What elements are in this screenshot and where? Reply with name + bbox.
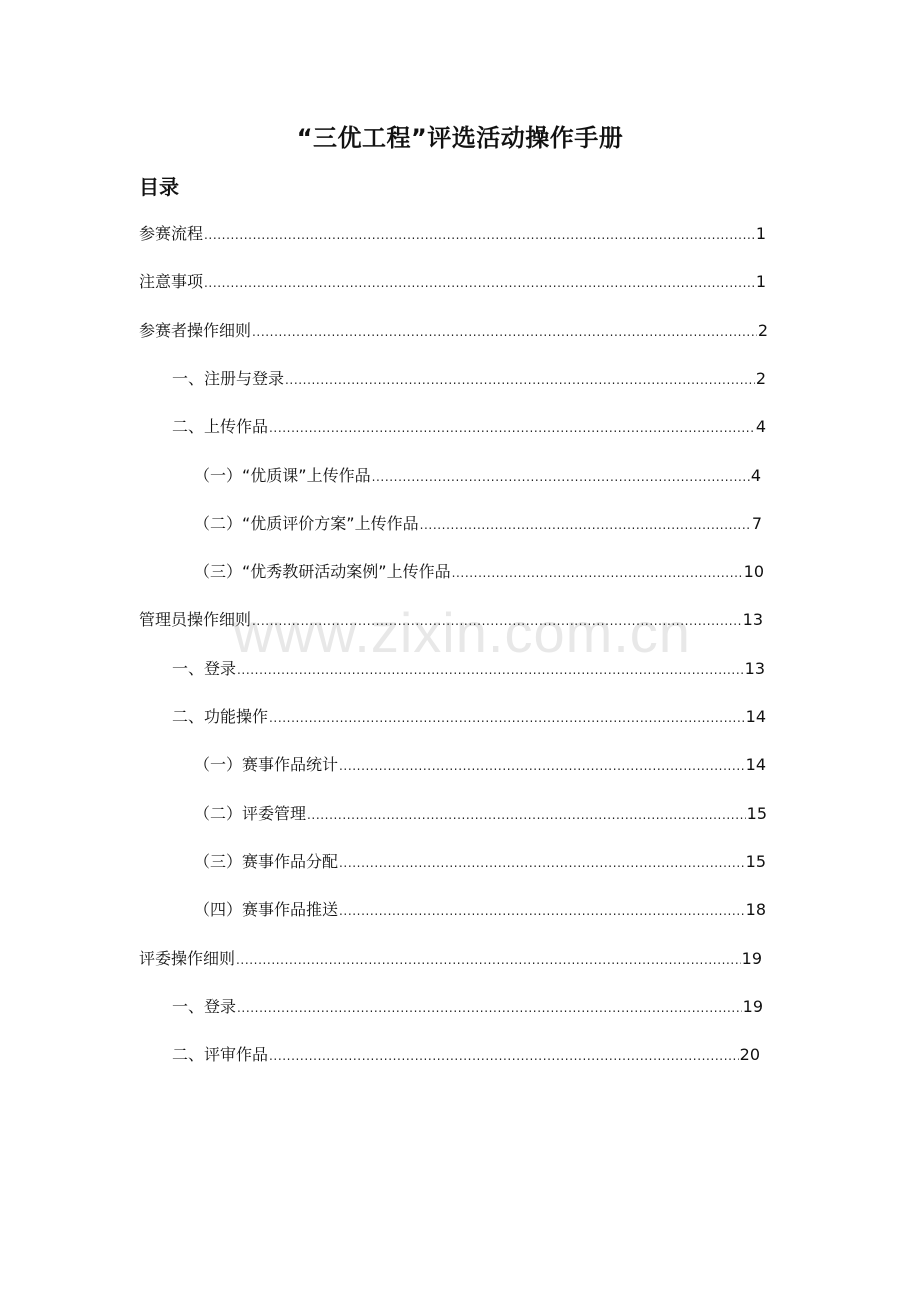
toc-entry-page-number: 15 — [746, 804, 767, 823]
toc-entry-label: （一）“优质课”上传作品 — [194, 466, 371, 485]
toc-dot-leader — [420, 512, 751, 538]
toc-entry[interactable] — [139, 318, 768, 344]
toc-entry-label: （一）赛事作品统计 — [194, 755, 339, 774]
toc-entry-page-number: 1 — [755, 224, 766, 243]
toc-dot-leader — [339, 898, 745, 924]
toc-entry-page-number: 20 — [739, 1045, 760, 1064]
toc-entry-page-number: 15 — [745, 852, 766, 871]
toc-dot-leader — [204, 270, 755, 296]
toc-dot-leader — [285, 367, 755, 393]
toc-entry-page-number: 13 — [742, 610, 763, 629]
toc-entry[interactable] — [172, 414, 766, 440]
toc-entry-label: （四）赛事作品推送 — [194, 900, 339, 919]
toc-entry-page-number: 4 — [755, 417, 766, 436]
toc-entry[interactable] — [194, 849, 766, 875]
toc-dot-leader — [452, 560, 743, 586]
toc-entry[interactable] — [172, 704, 766, 730]
toc-dot-leader — [236, 947, 741, 973]
toc-dot-leader — [204, 222, 755, 248]
toc-entry-page-number: 7 — [751, 514, 762, 533]
toc-entry-label: 二、上传作品 — [172, 417, 269, 436]
toc-entry[interactable] — [139, 269, 766, 295]
toc-dot-leader — [269, 705, 745, 731]
toc-entry[interactable] — [172, 656, 765, 682]
toc-dot-leader — [269, 415, 755, 441]
toc-entry-page-number: 1 — [755, 272, 766, 291]
toc-dot-leader — [372, 464, 750, 490]
toc-entry-label: 管理员操作细则 — [139, 610, 252, 629]
toc-entry[interactable] — [194, 801, 767, 827]
toc-entry-page-number: 10 — [743, 562, 764, 581]
toc-entry-label: 一、登录 — [172, 659, 237, 678]
toc-entry-label: （二）“优质评价方案”上传作品 — [194, 514, 419, 533]
toc-entry-label: 参赛流程 — [139, 224, 204, 243]
toc-entry-page-number: 18 — [745, 900, 766, 919]
document-title: “三优工程”评选活动操作手册 — [296, 124, 624, 152]
toc-entry-label: 注意事项 — [139, 272, 204, 291]
toc-dot-leader — [269, 1043, 739, 1069]
toc-dot-leader — [237, 657, 744, 683]
toc-dot-leader — [339, 753, 745, 779]
toc-entry-label: （三）“优秀教研活动案例”上传作品 — [194, 562, 451, 581]
toc-entry-label: 评委操作细则 — [139, 949, 236, 968]
toc-entry[interactable] — [194, 463, 761, 489]
toc-entry-page-number: 4 — [750, 466, 761, 485]
toc-dot-leader — [252, 608, 742, 634]
toc-heading: 目录 — [139, 175, 179, 199]
toc-entry[interactable] — [172, 1042, 760, 1068]
toc-dot-leader — [252, 319, 757, 345]
toc-entry-label: 一、登录 — [172, 997, 237, 1016]
toc-dot-leader — [307, 802, 746, 828]
toc-entry-label: （二）评委管理 — [194, 804, 307, 823]
toc-entry[interactable] — [172, 366, 766, 392]
toc-entry-page-number: 2 — [755, 369, 766, 388]
toc-dot-leader — [339, 850, 745, 876]
toc-entry[interactable] — [139, 946, 762, 972]
toc-entry[interactable] — [172, 994, 763, 1020]
toc-entry[interactable] — [194, 752, 766, 778]
toc-entry[interactable] — [194, 511, 762, 537]
toc-entry-page-number: 2 — [757, 321, 768, 340]
toc-entry[interactable] — [139, 607, 763, 633]
toc-entry-label: 二、功能操作 — [172, 707, 269, 726]
toc-entry-page-number: 14 — [745, 755, 766, 774]
toc-entry-label: （三）赛事作品分配 — [194, 852, 339, 871]
toc-entry[interactable] — [139, 221, 766, 247]
toc-dot-leader — [237, 995, 742, 1021]
toc-entry-page-number: 14 — [745, 707, 766, 726]
toc-entry[interactable] — [194, 559, 764, 585]
toc-entry-page-number: 13 — [744, 659, 765, 678]
watermark: www.zixin.com.cn — [233, 601, 691, 664]
toc-entry-label: 参赛者操作细则 — [139, 321, 252, 340]
toc-entry[interactable] — [194, 897, 766, 923]
toc-entry-label: 二、评审作品 — [172, 1045, 269, 1064]
toc-entry-page-number: 19 — [741, 949, 762, 968]
toc-entry-page-number: 19 — [742, 997, 763, 1016]
toc-entry-label: 一、注册与登录 — [172, 369, 285, 388]
